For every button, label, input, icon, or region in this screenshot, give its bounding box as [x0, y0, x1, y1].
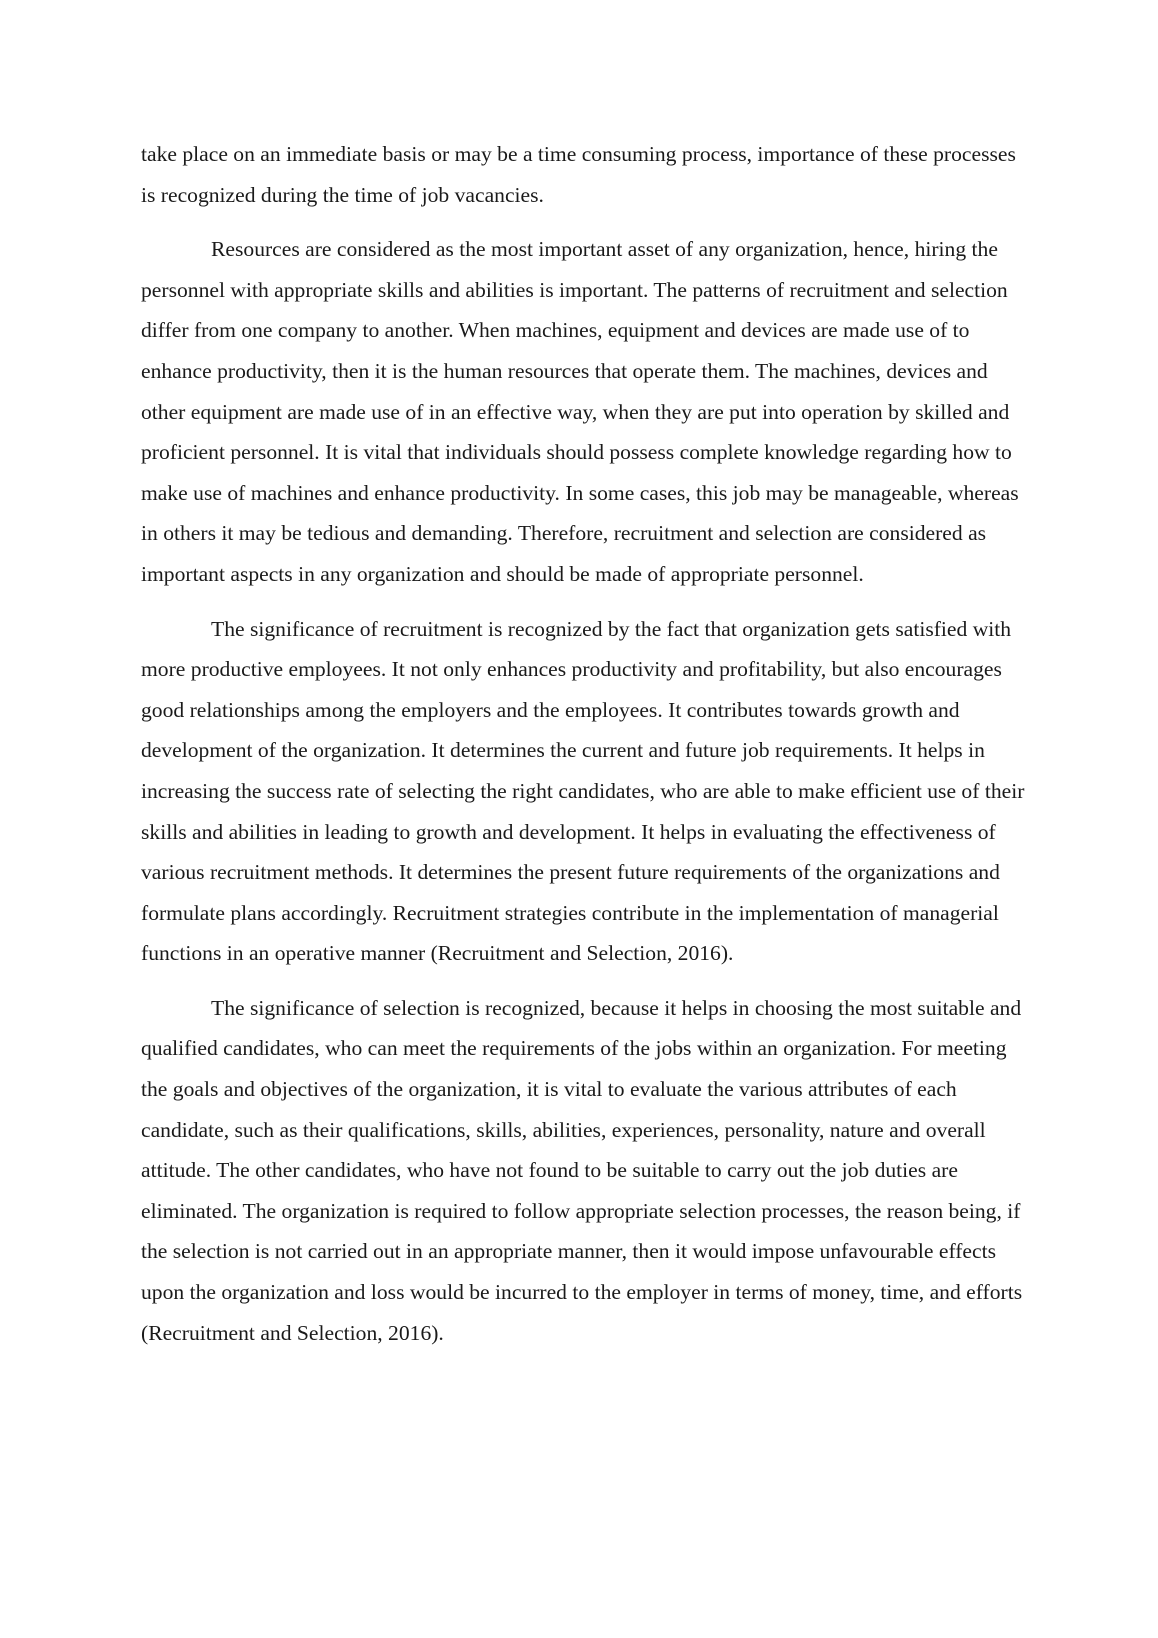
paragraph-1: take place on an immediate basis or may be a time consuming process, importance of these processes is recognized during the time of job vacancies. [141, 142, 1016, 207]
paragraph-3: The significance of recruitment is recognized by the fact that organization gets satisfied with more productive employees. It not only enhances productivity and profitability, but also encourages good relationships among the employers and the employees. It contributes towards growth and development of the organization. It determines the current and future job requirements. It helps in increasing the success rate of selecting the right candidates, who are able to make efficient use of their skills and abilities in leading to growth and development. It helps in evaluating the effectiveness of various recruitment methods. It determines the present future requirements of the organizations and formulate plans accordingly. Recruitment strategies contribute in the implementation of managerial functions in an operative manner (Recruitment and Selection, 2016). [141, 616, 1025, 966]
paragraph-2: Resources are considered as the most important asset of any organization, hence, hiring the personnel with appropriate skills and abilities is important. The patterns of recruitment and selection differ from one company to another. When machines, equipment and devices are made use of to enhance productivity, then it is the human resources that operate them. The machines, devices and other equipment are made use of in an effective way, when they are put into operation by skilled and proficient personnel. It is vital that individuals should possess complete knowledge regarding how to make use of machines and enhance productivity. In some cases, this job may be manageable, whereas in others it may be tedious and demanding. Therefore, recruitment and selection are considered as important aspects in any organization and should be made of appropriate personnel. [141, 237, 1019, 586]
paragraph-4: The significance of selection is recognized, because it helps in choosing the most suitable and qualified candidates, who can meet the requirements of the jobs within an organization. For meeting the goals and objectives of the organization, it is vital to evaluate the various attributes of each candidate, such as their qualifications, skills, abilities, experiences, personality, nature and overall attitude. The other candidates, who have not found to be suitable to carry out the job duties are eliminated. The organization is required to follow appropriate selection processes, the reason being, if the selection is not carried out in an appropriate manner, then it would impose unfavourable effects upon the organization and loss would be incurred to the employer in terms of money, time, and efforts (Recruitment and Selection, 2016). [141, 995, 1023, 1345]
document-body [141, 134, 1026, 1367]
